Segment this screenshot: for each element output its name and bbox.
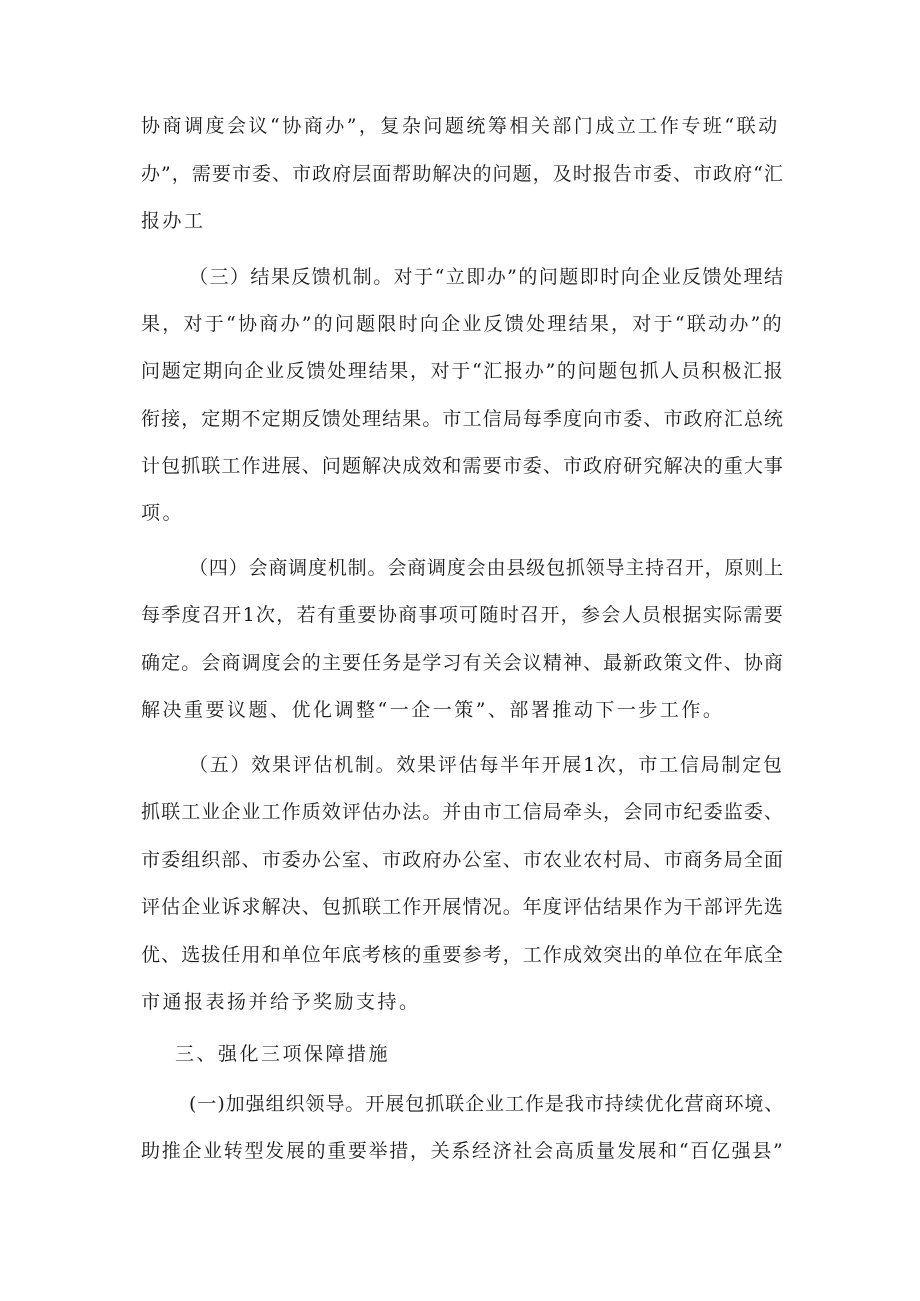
body-text-line: 计包抓联工作进展、问题解决成效和需要市委、市政府研究解决的重大事 xyxy=(141,455,785,477)
body-text-line: 果，对于“协商办”的问题限时向企业反馈处理结果，对于“联动办”的 xyxy=(141,313,784,335)
paragraph-start-line: （四）会商调度机制。会商调度会由县级包抓领导主持召开，原则上 xyxy=(189,557,785,579)
body-text-line: 项。 xyxy=(141,502,185,524)
body-text-line: 抓联工业企业工作质效评估办法。并由市工信局牵头，会同市纪委监委、 xyxy=(141,801,785,823)
body-text-line: 市通报表扬并给予奖励支持。 xyxy=(141,991,421,1013)
body-text-line: 协商调度会议“协商办”，复杂问题统筹相关部门成立工作专班“联动 xyxy=(141,115,780,137)
body-text-line: 评估企业诉求解决、包抓联工作开展情况。年度评估结果作为干部评先选 xyxy=(141,896,785,918)
body-text-line: 优、选拔任用和单位年底考核的重要参考，工作成效突出的单位在年底全 xyxy=(141,944,785,966)
body-text-line: 问题定期向企业反馈处理结果，对于“汇报办”的问题包抓人员积极汇报 xyxy=(141,360,785,382)
paragraph-start-line: （五）效果评估机制。效果评估每半年开展1次，市工信局制定包 xyxy=(189,754,784,776)
paragraph-start-line: （三）结果反馈机制。对于“立即办”的问题即时向企业反馈处理结 xyxy=(189,266,785,288)
section-heading: 三、强化三项保障措施 xyxy=(175,1043,391,1065)
body-text-line: 助推企业转型发展的重要举措，关系经济社会高质量发展和“百亿强县” xyxy=(141,1140,785,1162)
body-text-line: 衔接，定期不定期反馈处理结果。市工信局每季度向市委、市政府汇总统 xyxy=(141,408,785,430)
body-text-line: 办”，需要市委、市政府层面帮助解决的问题，及时报告市委、市政府“汇 xyxy=(141,163,784,185)
body-text-line: 每季度召开1次，若有重要协商事项可随时召开，参会人员根据实际需要 xyxy=(141,604,785,626)
body-text-line: 解决重要议题、优化调整“一企一策”、部署推动下一步工作。 xyxy=(141,699,725,721)
body-text-line: 报办工 xyxy=(141,210,206,232)
body-text-line: 市委组织部、市委办公室、市政府办公室、市农业农村局、市商务局全面 xyxy=(141,849,785,871)
paragraph-start-line: (一)加强组织领导。开展包抓联企业工作是我市持续优化营商环境、 xyxy=(189,1093,785,1115)
body-text-line: 确定。会商调度会的主要任务是学习有关会议精神、最新政策文件、协商 xyxy=(141,652,785,674)
